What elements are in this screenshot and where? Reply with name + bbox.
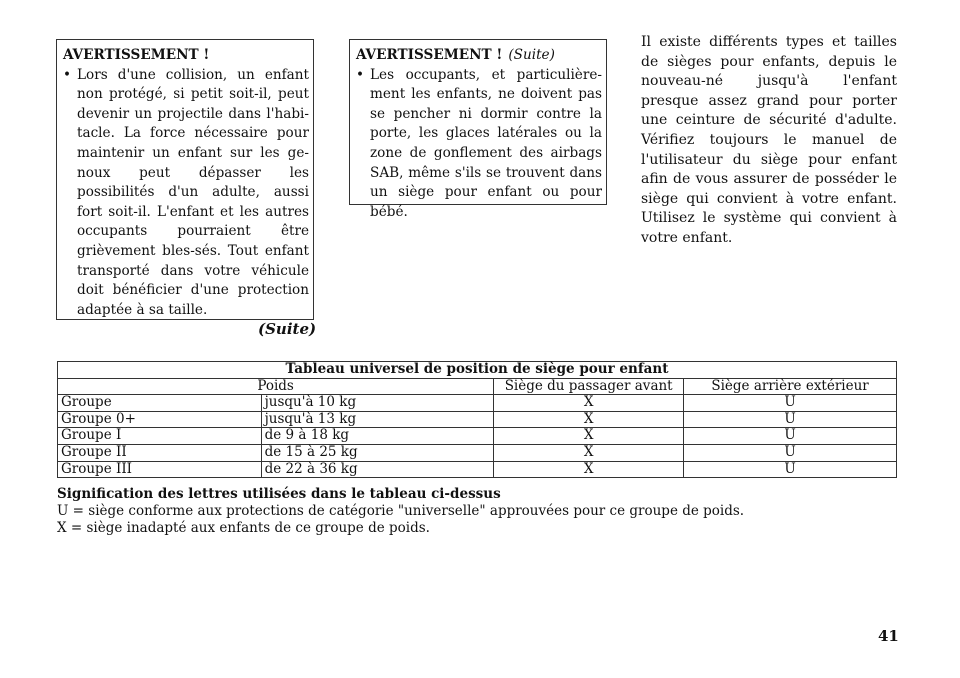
- legend-x: X = siège inadapté aux enfants de ce groupe de poids.: [57, 520, 430, 536]
- warning-box-collision: [56, 39, 314, 320]
- weight-cell: de 15 à 25 kg: [261, 444, 494, 461]
- weight-cell: jusqu'à 13 kg: [261, 411, 494, 428]
- warning-title: AVERTISSEMENT !: [63, 47, 210, 63]
- group-cell: Groupe 0+: [58, 411, 262, 428]
- front-seat-cell: X: [494, 428, 684, 445]
- table-row: [58, 428, 897, 445]
- front-seat-cell: X: [494, 411, 684, 428]
- weight-cell: de 9 à 18 kg: [261, 428, 494, 445]
- rear-seat-cell: U: [684, 428, 897, 445]
- legend-heading: Signification des lettres utilisées dans le tableau ci-dessus: [57, 486, 501, 502]
- warning-box-occupants: [349, 39, 607, 220]
- table-legend: [57, 486, 917, 537]
- bullet-icon: •: [356, 66, 365, 83]
- table-title: Tableau universel de position de siège pour enfant: [58, 362, 897, 379]
- front-seat-cell: X: [494, 444, 684, 461]
- warning-bullet: [63, 66, 309, 321]
- weight-cell: jusqu'à 10 kg: [261, 395, 494, 412]
- column-header-weight: Poids: [58, 378, 494, 395]
- front-seat-cell: X: [494, 395, 684, 412]
- bullet-icon: •: [63, 66, 72, 83]
- table-row: [58, 411, 897, 428]
- legend-u: U = siège conforme aux protections de catégorie "universelle" approuvées pour ce groupe de poids.: [57, 503, 745, 519]
- table-row: [58, 444, 897, 461]
- warning-suite-label: (Suite): [508, 47, 555, 63]
- warning-title-text: AVERTISSEMENT !: [356, 47, 503, 63]
- front-seat-cell: X: [494, 461, 684, 478]
- column-header-rear-seat: Siège arrière extérieur: [684, 378, 897, 395]
- group-cell: Groupe II: [58, 444, 262, 461]
- warning-title-continued: [356, 46, 602, 66]
- warning-bullet: [356, 66, 602, 223]
- group-cell: Groupe I: [58, 428, 262, 445]
- page-number: 41: [878, 627, 899, 645]
- table-row: [58, 461, 897, 478]
- group-cell: Groupe: [58, 395, 262, 412]
- rear-seat-cell: U: [684, 411, 897, 428]
- continued-label: (Suite): [258, 320, 317, 338]
- warning-text: Les occupants, et particulière-ment les enfants, ne doivent pas se pencher ni dormir contre la porte, les glaces latérales ou la zone de gonflement des airbags SAB, même s'ils se trouvent dans un siège pour enfant ou pour bébé.: [370, 66, 602, 220]
- warning-text: Lors d'une collision, un enfant non protégé, si petit soit-il, peut devenir un projectile dans l'habi-tacle. La force nécessaire pour maintenir un enfant sur les ge-noux peut dépasser les possibilités d'un adulte, aussi fort soit-il. L'enfant et les autres occupants pourraient être grièvement bles-sés. Tout enfant transporté dans votre véhicule doit bénéficier d'une protection adaptée à sa taille.: [77, 66, 309, 318]
- column-header-front-seat: Siège du passager avant: [494, 378, 684, 395]
- rear-seat-cell: U: [684, 395, 897, 412]
- weight-cell: de 22 à 36 kg: [261, 461, 494, 478]
- child-seat-position-table: [57, 361, 897, 478]
- table-row: [58, 395, 897, 412]
- group-cell: Groupe III: [58, 461, 262, 478]
- rear-seat-cell: U: [684, 461, 897, 478]
- rear-seat-cell: U: [684, 444, 897, 461]
- intro-paragraph: Il existe différents types et tailles de sièges pour enfants, depuis le nouveau-né jusqu'à l'enfant presque assez grand pour porter une ceinture de sécurité d'adulte. Vérifiez toujours le manuel de l'utilisateur du siège pour enfant afin de vous assurer de posséder le siège qui convient à votre enfant. Utilisez le système qui convient à votre enfant.: [641, 34, 897, 246]
